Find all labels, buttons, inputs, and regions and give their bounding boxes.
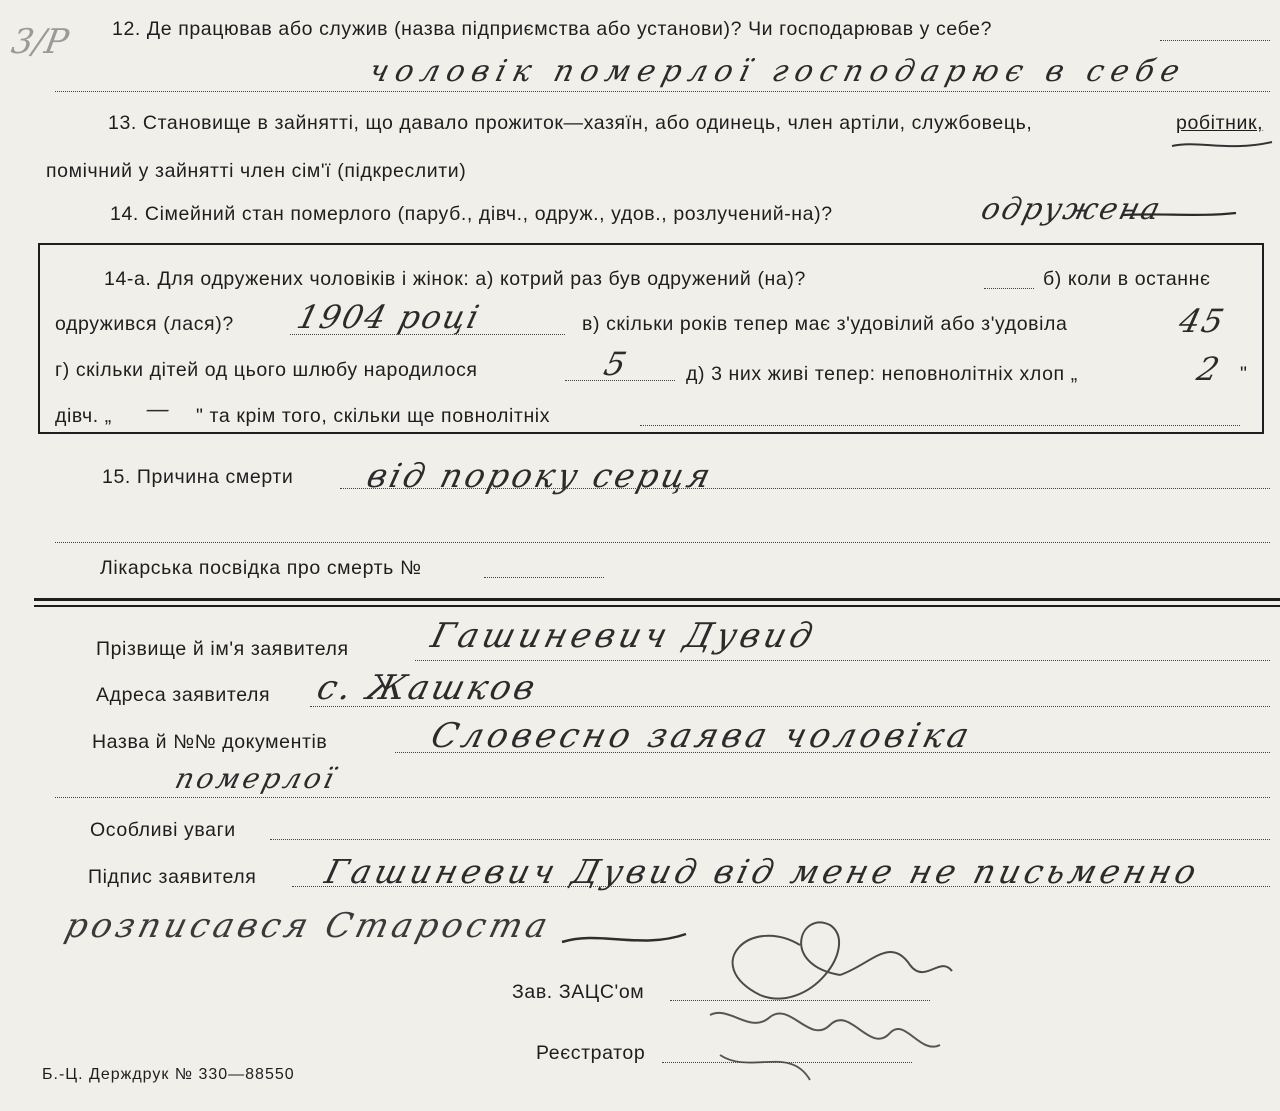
q13-option-worker: робітник, bbox=[1176, 112, 1264, 134]
medical-label: Лікарська посвідка про смерть № bbox=[100, 557, 422, 579]
section-divider-bottom bbox=[34, 605, 1280, 607]
q14a-line2-b: в) скільки років тепер має з'удовілий або з'удовіла bbox=[582, 313, 1068, 335]
q14-answer: одружена bbox=[977, 192, 1166, 227]
q14a-rule-b bbox=[290, 334, 565, 335]
q14a-line1-b: б) коли в останнє bbox=[1043, 268, 1211, 290]
corner-note: 3/Р bbox=[8, 22, 72, 62]
applicant-address-rule bbox=[310, 706, 1270, 707]
applicant-docs-rule-2 bbox=[55, 797, 1270, 798]
q14a-rule-a bbox=[984, 288, 1034, 289]
applicant-docs-label: Назва й №№ документів bbox=[92, 731, 328, 753]
q15-rule-1 bbox=[340, 488, 1270, 489]
applicant-name-rule bbox=[415, 660, 1270, 661]
applicant-signature-rule bbox=[292, 886, 1270, 887]
q14a-line3-end: " bbox=[1240, 363, 1248, 385]
q14-label: 14. Сімейний стан померлого (паруб., дівч., одруж., удов., розлучений-на)? bbox=[110, 203, 833, 225]
q14-answer-flourish bbox=[1120, 205, 1240, 223]
applicant-signature-value: Гашиневич Дувид від мене не письменно bbox=[321, 852, 1205, 891]
q13-label-line1: 13. Становище в зайнятті, що давало прожиток—хазяїн, або одинець, член артіли, службовець, bbox=[108, 112, 1033, 134]
q14a-rule-c bbox=[565, 380, 675, 381]
q14a-rule-d bbox=[640, 425, 1240, 426]
q14a-line4-b: " та крім того, скільки ще повнолітніх bbox=[196, 405, 551, 427]
q14a-widow-age: 45 bbox=[1175, 302, 1230, 340]
q15-label: 15. Причина смерти bbox=[102, 466, 294, 488]
applicant-name-label: Прізвище й ім'я заявителя bbox=[96, 638, 349, 660]
applicant-docs-value: Словесно заява чоловіка bbox=[427, 716, 977, 756]
section-divider-top bbox=[34, 598, 1280, 601]
registrar-rule bbox=[662, 1062, 912, 1063]
signature-flourish bbox=[560, 920, 690, 960]
head-label: Зав. ЗАЦС'ом bbox=[512, 981, 645, 1003]
q12-rule-1 bbox=[1160, 40, 1270, 41]
q14a-line2-a: одружився (лася)? bbox=[55, 313, 234, 335]
applicant-signature-value-2: розписався Староста bbox=[61, 906, 556, 946]
q15-rule-2 bbox=[55, 542, 1270, 543]
q12-label: 12. Де працював або служив (назва підприємства або установи)? Чи господарював у себе? bbox=[112, 18, 993, 40]
q12-rule-2 bbox=[55, 91, 1270, 92]
q14a-minor-girls: — bbox=[142, 395, 176, 423]
medical-rule bbox=[484, 577, 604, 578]
applicant-address-label: Адреса заявителя bbox=[96, 684, 271, 706]
q14a-children-born: 5 bbox=[600, 345, 633, 383]
q14a-line1: 14-а. Для одружених чоловіків і жінок: а) котрий раз був одружений (на)? bbox=[104, 268, 806, 290]
applicant-notes-rule bbox=[270, 839, 1270, 840]
q13-label-line2: помічний у зайнятті член сім'ї (підкреслити) bbox=[46, 160, 467, 182]
q14a-married-year: 1904 році bbox=[293, 298, 485, 336]
applicant-address-value: с. Жашков bbox=[313, 668, 542, 708]
q14a-line3-b: д) 3 них живі тепер: неповнолітніх хлоп „ bbox=[686, 363, 1078, 385]
q14a-minor-boys: 2 bbox=[1193, 350, 1226, 388]
q14a-line4-a: дівч. „ bbox=[55, 405, 112, 427]
printer-imprint: Б.-Ц. Держдрук № 330—88550 bbox=[42, 1066, 295, 1083]
q13-underline-stroke bbox=[1168, 138, 1278, 154]
official-signature-image bbox=[690, 905, 960, 1095]
applicant-docs-value-2: померлої bbox=[171, 762, 341, 795]
applicant-signature-label: Підпис заявителя bbox=[88, 866, 257, 888]
q14a-line3-a: г) скільки дітей од цього шлюбу народилося bbox=[55, 359, 478, 381]
applicant-docs-rule bbox=[395, 752, 1270, 753]
q12-answer: чоловік померлої господарює в себе bbox=[365, 54, 1191, 89]
applicant-name-value: Гашиневич Дувид bbox=[427, 616, 821, 656]
q15-answer: від пороку серця bbox=[363, 456, 718, 495]
applicant-notes-label: Особливі уваги bbox=[90, 819, 236, 841]
registrar-label: Реєстратор bbox=[536, 1042, 646, 1064]
